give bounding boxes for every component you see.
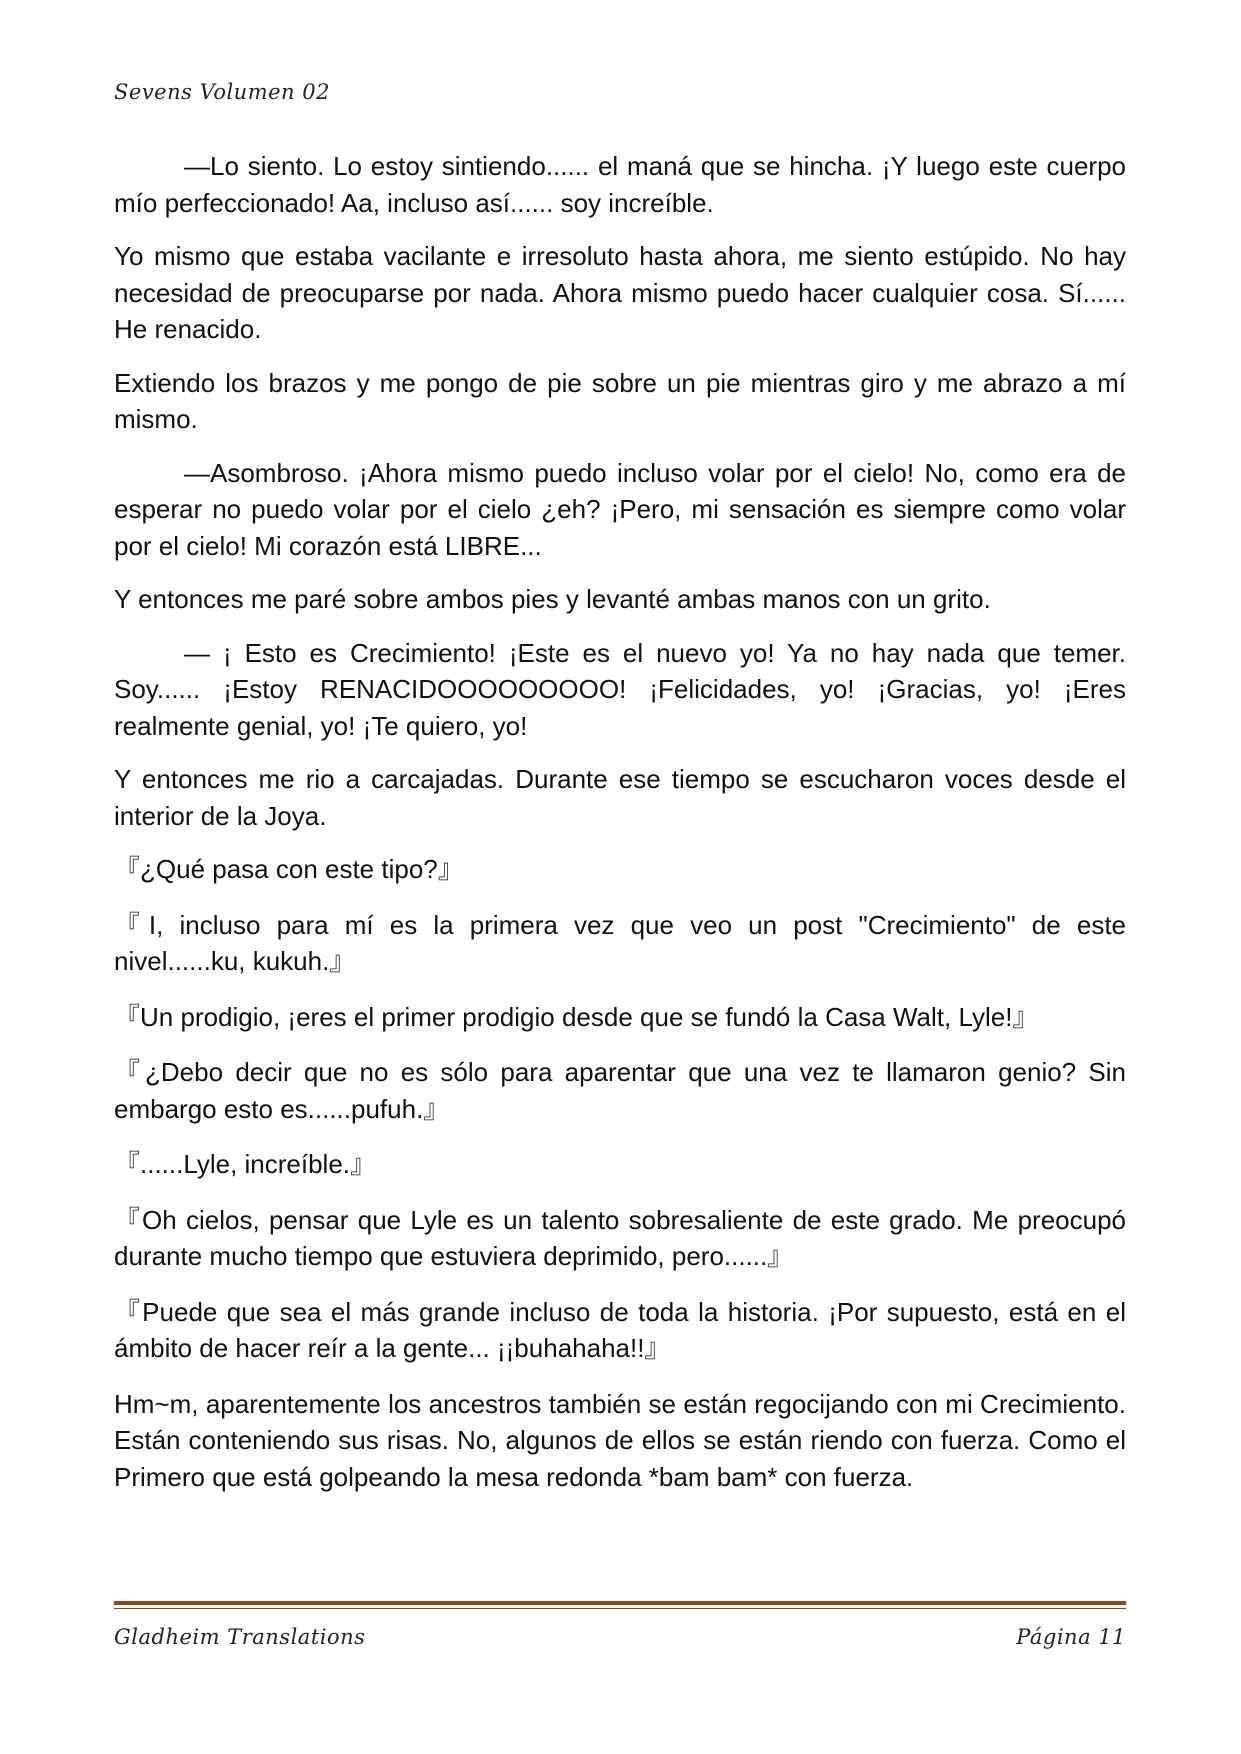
running-header: Sevens Volumen 02 xyxy=(114,80,330,104)
footer-rule-thick xyxy=(114,1601,1126,1605)
paragraph: Extiendo los brazos y me pongo de pie sobre un pie mientras giro y me abrazo a mí mismo. xyxy=(114,367,1126,434)
body-text xyxy=(114,148,1126,1512)
voice-line: 『Puede que sea el más grande incluso de toda la historia. ¡Por supuesto, está en el ámbito de hacer reír a la gente... ¡¡buhahaha!!』 xyxy=(114,1296,1126,1363)
voice-line: 『Un prodigio, ¡eres el primer prodigio desde que se fundó la Casa Walt, Lyle!』 xyxy=(114,1001,1039,1032)
paragraph: Yo mismo que estaba vacilante e irresoluto hasta ahora, me siento estúpido. No hay necesidad de preocuparse por nada. Ahora mismo puedo hacer cualquier cosa. Sí...... He renacido. xyxy=(114,241,1126,344)
paragraph: —Asombroso. ¡Ahora mismo puedo incluso volar por el cielo! No, como era de esperar no puedo volar por el cielo ¿eh? ¡Pero, mi sensación es siempre como volar por el cielo! Mi corazón está LIBRE... xyxy=(114,457,1126,561)
voice-line: 『Oh cielos, pensar que Lyle es un talento sobresaliente de este grado. Me preocupó durante mucho tiempo que estuviera deprimido, pero......』 xyxy=(114,1204,1126,1271)
footer-rule xyxy=(114,1601,1126,1611)
voice-line: 『I, incluso para mí es la primera vez que veo un post "Crecimiento" de este nivel......ku, kukuh.』 xyxy=(114,909,1127,976)
footer-rule-thin xyxy=(114,1608,1126,1609)
paragraph: Y entonces me rio a carcajadas. Durante ese tiempo se escucharon voces desde el interior de la Joya. xyxy=(114,764,1126,831)
voice-line: 『¿Debo decir que no es sólo para aparentar que una vez te llamaron genio? Sin embargo esto es......pufuh.』 xyxy=(114,1057,1126,1124)
paragraph: Hm~m, aparentemente los ancestros también se están regocijando con mi Crecimiento. Están conteniendo sus risas. No, algunos de ellos se están riendo con fuerza. Como el Primero que está golpeando la mesa redonda *bam bam* con fuerza. xyxy=(114,1388,1126,1492)
voice-line: 『......Lyle, increíble.』 xyxy=(114,1149,377,1179)
voice-line: 『¿Qué pasa con este tipo?』 xyxy=(114,854,464,884)
paragraph: —Lo siento. Lo estoy sintiendo...... el maná que se hincha. ¡Y luego este cuerpo mío perfeccionado! Aa, incluso así...... soy increíble. xyxy=(114,151,1126,218)
footer-credit: Gladheim Translations xyxy=(114,1625,366,1649)
paragraph: Y entonces me paré sobre ambos pies y levanté ambas manos con un grito. xyxy=(114,584,991,614)
page-number: Página 11 xyxy=(1016,1625,1126,1649)
paragraph: — ¡ Esto es Crecimiento! ¡Este es el nuevo yo! Ya no hay nada que temer. Soy...... ¡Estoy RENACIDOOOOOOOOO! ¡Felicidades, yo! ¡Gracias, yo! ¡Eres realmente genial, yo! ¡Te quiero, yo! xyxy=(114,637,1126,741)
